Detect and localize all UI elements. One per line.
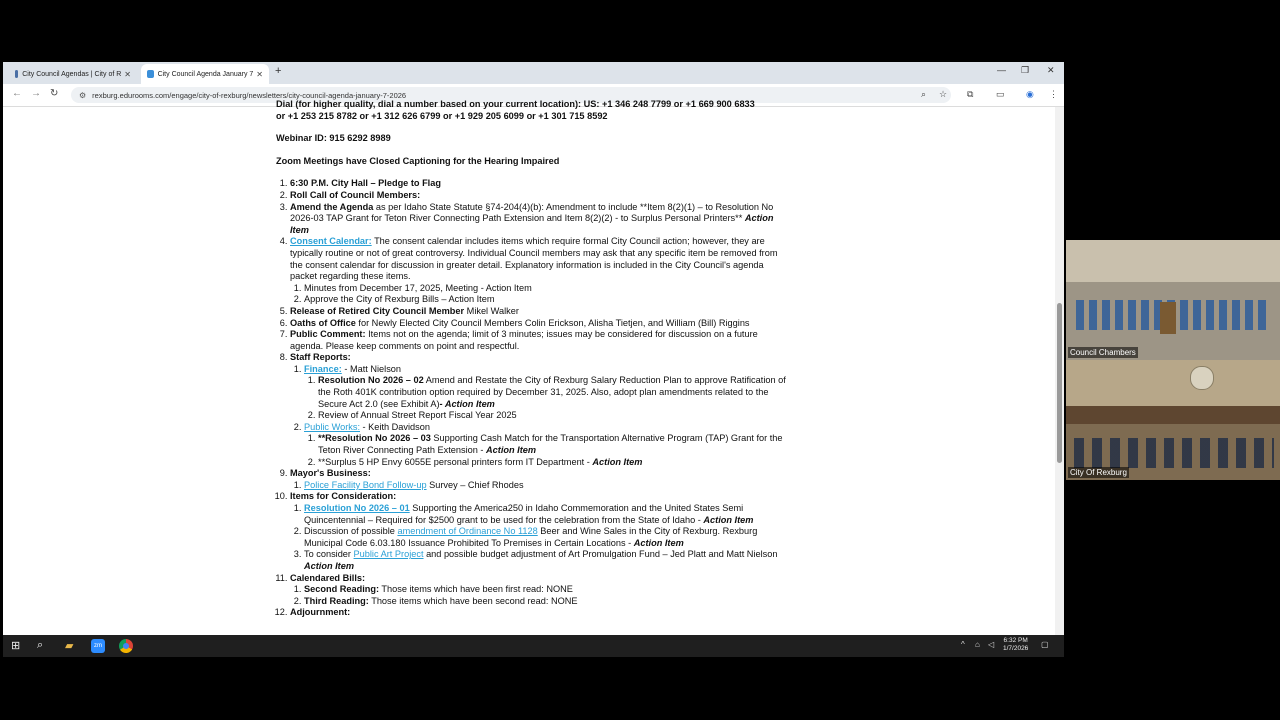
agenda-item-9-1: 1. Police Facility Bond Follow-up Survey – Chief Rhodes [304, 480, 788, 492]
agenda-item-1: 1. 6:30 P.M. City Hall – Pledge to Flag [290, 178, 788, 190]
zoom-app-icon[interactable]: zm [91, 639, 105, 653]
captioning-note: Zoom Meetings have Closed Captioning for the Hearing Impaired [276, 155, 560, 166]
clock-time: 6:32 PM [1003, 637, 1028, 644]
close-icon[interactable]: ✕ [256, 69, 263, 79]
reload-icon[interactable]: ↻ [50, 88, 59, 99]
city-seal-image [1190, 366, 1214, 390]
agenda-item-8-1: 1. Finance: - Matt Nielson 1. Resolution No 2026 – 02 Amend and Restate the City of Rexburg Salary Reduction Plan to approve Ratification of the Roth 401K contribution option required by December 31, 2025. Also, adopt plan amendments related to the Secure Act 2.0 (see Exhibit A)- Action Item 2. Review of Annual Street Report Fiscal Year 2025 [304, 364, 788, 422]
council-dais-image [1066, 406, 1280, 424]
site-favicon-icon [147, 70, 154, 78]
tab-city-council-agendas[interactable] [9, 64, 137, 84]
close-icon[interactable]: ✕ [124, 69, 131, 79]
zoom-icon[interactable]: ⌕ [921, 89, 927, 99]
video-label: Council Chambers [1070, 348, 1136, 357]
new-tab-icon[interactable]: + [275, 65, 282, 77]
close-window-icon[interactable]: ✕ [1047, 65, 1055, 75]
agenda-item-11: 11. Calendared Bills: 1. Second Reading: Those items which have been first read: NONE 2. Third Reading: Those items which have been second read: NONE [290, 573, 788, 608]
consent-calendar-link[interactable]: Consent Calendar: [290, 236, 372, 247]
browser-tab-strip [3, 62, 1064, 84]
scrollbar-thumb[interactable] [1057, 303, 1062, 463]
tab-title: City Council Agendas | City of R [22, 70, 122, 78]
agenda-item-8-2: 2. Public Works: - Keith Davidson 1. **Resolution No 2026 – 03 Supporting Cash Match for the Transportation Alternative Program (TAP) Grant for the Teton River Connecting Path Extension - Action Item 2. **Surplus 5 HP Envy 6055E personal printers form IT Department - Action Item [304, 422, 788, 468]
police-facility-bond-link[interactable]: Police Facility Bond Follow-up [304, 479, 427, 490]
screen-share [3, 62, 1064, 657]
video-tile-city-of-rexburg[interactable] [1066, 360, 1280, 480]
windows-taskbar [3, 635, 1064, 657]
agenda-item-7: 7. Public Comment: Items not on the agenda; limit of 3 minutes; issues may be considered for discussion on a future agenda. Please keep comments on point and respectful. [290, 329, 788, 352]
video-label: City Of Rexburg [1070, 468, 1127, 477]
search-icon[interactable]: ⌕ [37, 639, 44, 651]
tray-chevron-icon[interactable]: ^ [961, 640, 965, 649]
resolution-2026-01-link[interactable]: Resolution No 2026 – 01 [304, 503, 410, 513]
agenda-list [276, 178, 788, 619]
agenda-item-4: 4. Consent Calendar: The consent calendar includes items which require formal City Council action; however, they are typically routine or not of great controversy. Individual Council members may ask that any specific item be removed from the consent calendar for discussion in greater detail. Explanatory information is included in the City Council's agenda packet regarding these items. 1. Minutes from December 17, 2025, Meeting - Action Item 2. Approve the City of Rexburg Bills – Action Item [290, 236, 788, 306]
agenda-item-10-2: 2. Discussion of possible amendment of Ordinance No 1128 Beer and Wine Sales in the City of Rexburg. Rexburg Municipal Code 6.03.180 Issuance Prohibited To Premises in Certain Locations - Action Item [304, 526, 788, 549]
dial-in-numbers: or +1 253 215 8782 or +1 312 626 6799 or +1 929 205 6099 or +1 301 715 8592 [276, 110, 608, 121]
split-view-icon[interactable]: ▭ [996, 89, 1005, 99]
taskbar-clock[interactable] [1003, 637, 1028, 653]
web-page [3, 99, 1055, 635]
file-explorer-icon[interactable]: ▰ [65, 640, 74, 652]
tab-title: City Council Agenda January 7 [157, 70, 254, 78]
video-tile-council-chambers[interactable] [1066, 240, 1280, 360]
puzzle-icon[interactable]: ⧉ [967, 89, 974, 99]
profile-icon[interactable]: ◉ [1026, 89, 1034, 99]
webinar-id: Webinar ID: 915 6292 8989 [276, 133, 391, 144]
ordinance-1128-link[interactable]: amendment of Ordinance No 1128 [397, 526, 538, 537]
agenda-document [276, 99, 788, 619]
notification-icon[interactable]: ▢ [1041, 640, 1049, 649]
agenda-item-8-2-1: 1. **Resolution No 2026 – 03 Supporting Cash Match for the Transportation Alternative Program (TAP) Grant for the Teton River Connecting Path Extension - Action Item [318, 433, 788, 456]
agenda-item-10-1: 1. Resolution No 2026 – 01 Supporting the America250 in Idaho Commemoration and the United States Semi Quincentennial – Required for $2500 grant to be used for the celebration from the State of Idaho - Action Item [304, 503, 788, 526]
maximize-icon[interactable]: ❐ [1021, 65, 1030, 75]
agenda-item-4-2: 2. Approve the City of Rexburg Bills – Action Item [304, 294, 788, 306]
arrow-right-icon[interactable]: → [31, 88, 41, 99]
podium-image [1160, 302, 1176, 334]
agenda-item-8-1-2: 2. Review of Annual Street Report Fiscal Year 2025 [318, 410, 788, 422]
audience-image [1074, 438, 1274, 468]
minimize-icon[interactable]: — [997, 65, 1006, 75]
public-works-link[interactable]: Public Works: [304, 421, 360, 432]
arrow-left-icon[interactable]: ← [12, 88, 22, 99]
agenda-item-12: 12. Adjournment: [290, 607, 788, 619]
agenda-item-9: 9. Mayor's Business: 1. Police Facility Bond Follow-up Survey – Chief Rhodes [290, 468, 788, 491]
dial-in-line: Dial (for higher quality, dial a number based on your current location): US: +1 346 248 7799 or +1 669 900 6833 [276, 99, 755, 109]
agenda-item-4-1: 1. Minutes from December 17, 2025, Meeting - Action Item [304, 283, 788, 295]
public-art-project-link[interactable]: Public Art Project [353, 549, 424, 560]
agenda-item-8-2-2: 2. **Surplus 5 HP Envy 6055E personal printers form IT Department - Action Item [318, 457, 788, 469]
tab-city-council-agenda-january-7[interactable] [141, 64, 269, 84]
windows-start-icon[interactable]: ⊞ [11, 640, 21, 652]
clock-date: 1/7/2026 [1003, 645, 1029, 652]
agenda-item-2: 2. Roll Call of Council Members: [290, 190, 788, 202]
menu-icon[interactable]: ⋮ [1049, 89, 1058, 99]
star-icon[interactable]: ☆ [939, 89, 948, 99]
agenda-item-5: 5. Release of Retired City Council Member Mikel Walker [290, 306, 788, 318]
agenda-item-8-1-1: 1. Resolution No 2026 – 02 Amend and Restate the City of Rexburg Salary Reduction Plan to approve Ratification of the Roth 401K contribution option required by December 31, 2025. Also, adopt plan amendments related to the Secure Act 2.0 (see Exhibit A)- Action Item [318, 375, 788, 410]
volume-icon[interactable]: ◁ [988, 640, 995, 649]
chrome-icon[interactable] [119, 639, 133, 653]
agenda-item-8: 8. Staff Reports: 1. Finance: - Matt Nielson 1. Resolution No 2026 – 02 Amend and Restate the City of Rexburg Salary Reduction Plan to approve Ratification of the Roth 401K contribution option required by December 31, 2025. Also, adopt plan amendments related to the Secure Act 2.0 (see Exhibit A)- Action Item 2. Review of Annual Street Report Fiscal Year 2025 2. Public Works: - Keith Davidson 1. **Resolution No 2026 – 03 Supporting Cash Match for the Transportation Alternative Program (TAP) Grant for the Teton River Connecting Path Extension - Action Item 2. **Surplus 5 HP Envy 6055E personal printers form IT Department - Action Item [290, 352, 788, 468]
agenda-item-10: 10. Items for Consideration: 1. Resolution No 2026 – 01 Supporting the America250 in Idaho Commemoration and the United States Semi Quincentennial – Required for $2500 grant to be used for the celebration from the State of Idaho - Action Item 2. Discussion of possible amendment of Ordinance No 1128 Beer and Wine Sales in the City of Rexburg. Rexburg Municipal Code 6.03.180 Issuance Prohibited To Premises in Certain Locations - Action Item 3. To consider Public Art Project and possible budget adjustment of Art Promulgation Fund – Jed Platt and Matt Nielson Action Item [290, 491, 788, 572]
network-icon[interactable]: ⌂ [975, 640, 980, 649]
finance-link[interactable]: Finance: [304, 363, 342, 374]
site-info-icon[interactable]: ⚙ [79, 90, 87, 100]
url-text: rexburg.edurooms.com/engage/city-of-rexburg/newsletters/city-council-agenda-january-7-2026 [92, 90, 407, 100]
agenda-item-11-1: 1. Second Reading: Those items which have been first read: NONE [304, 584, 788, 596]
agenda-item-11-2: 2. Third Reading: Those items which have been second read: NONE [304, 596, 788, 608]
site-favicon-icon [15, 70, 18, 78]
agenda-item-6: 6. Oaths of Office for Newly Elected City Council Members Colin Erickson, Alisha Tietjen, and William (Bill) Riggins [290, 318, 788, 330]
agenda-item-3: 3. Amend the Agenda as per Idaho State Statute §74-204(4)(b): Amendment to include **Item 8(2)(1) – to Resolution No 2026-03 TAP Grant for Teton River Connecting Path Extension and Item 8(2)(2) - to Surplus Personal Printers** Action Item [290, 202, 788, 237]
page-scrollbar[interactable] [1055, 107, 1064, 635]
agenda-item-10-3: 3. To consider Public Art Project and possible budget adjustment of Art Promulgation Fund – Jed Platt and Matt Nielson Action Item [304, 549, 788, 572]
